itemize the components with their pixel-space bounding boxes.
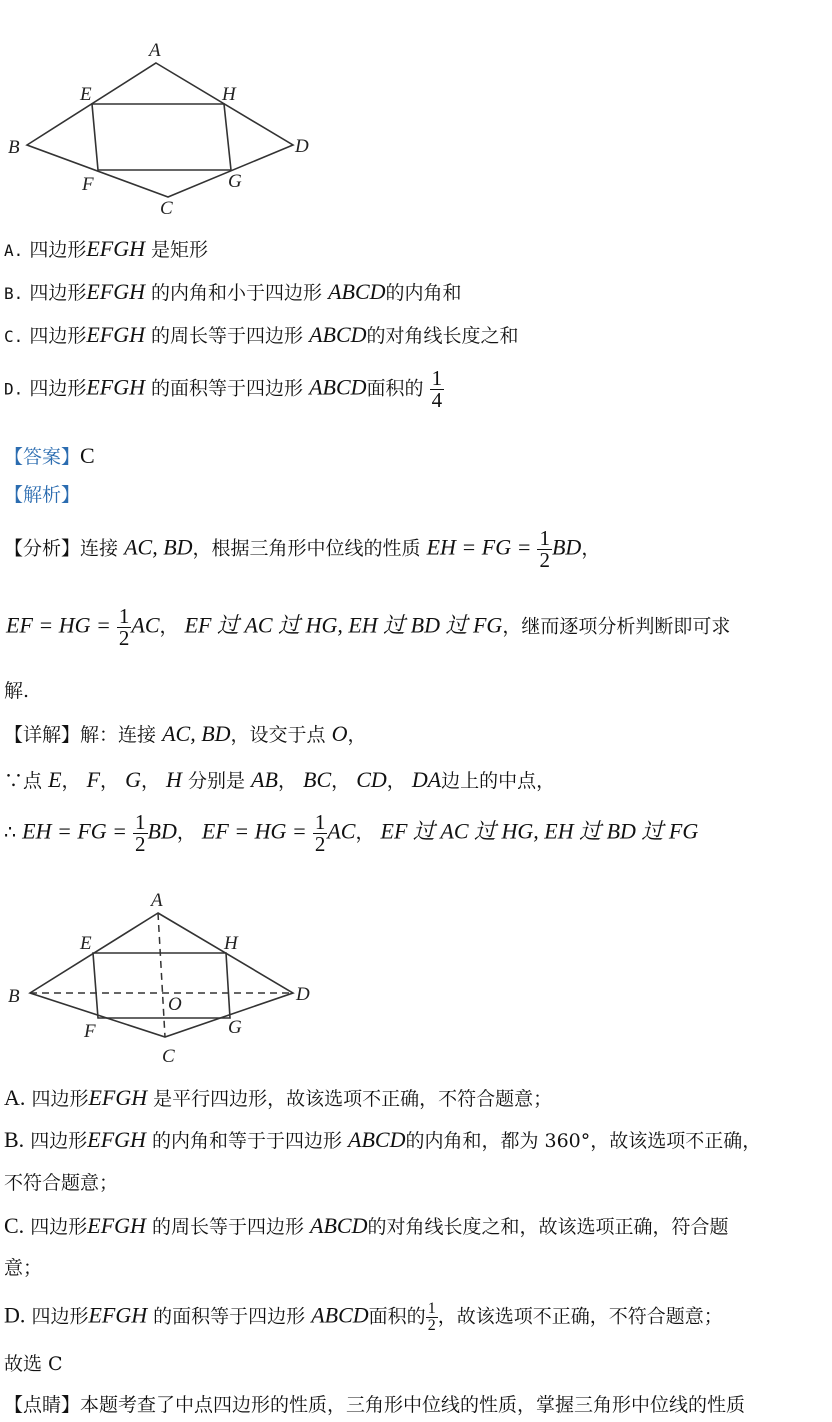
choice-c: C. 四边形EFGH 的周长等于四边形 ABCD的对角线长度之和 xyxy=(4,322,519,347)
label-a: A xyxy=(151,890,163,911)
solution-d: D. 四边形EFGH 的面积等于四边形 ABCD面积的 $\frac{1}{2}$ ，故该选项不正确，不符合题意； xyxy=(4,1300,723,1334)
label-d: D xyxy=(295,136,309,157)
fraction-one-quarter: $\frac{1}{4}$ xyxy=(431,366,443,412)
label-f: F xyxy=(84,1021,96,1042)
choice-b: B. 四边形EFGH 的内角和小于四边形 ABCD的内角和 xyxy=(4,279,462,304)
fenxi-line1: 【分析】连接 AC, BD，根据三角形中位线的性质 EH = FG = $\frac{1}{2}$ BD， xyxy=(4,526,601,572)
label-g: G xyxy=(228,1017,242,1038)
fenxi-line2: EF = HG = $\frac{1}{2}$ AC， EF 过 AC 过 HG, EH 过 BD 过 FG，继而逐项分析判断即可求 xyxy=(6,604,731,650)
label-d: D xyxy=(296,984,310,1005)
label-e: E xyxy=(80,933,92,954)
label-e: E xyxy=(80,84,92,105)
label-a: A xyxy=(149,40,161,61)
solution-c-cont: 意； xyxy=(4,1257,43,1279)
label-b: B xyxy=(8,986,20,1007)
label-g: G xyxy=(228,171,242,192)
fraction-half: $\frac{1}{2}$ xyxy=(135,810,146,856)
solution-c: C. 四边形EFGH 的周长等于四边形 ABCD的对角线长度之和，故该选项正确，符合题 xyxy=(4,1213,729,1238)
solution-b-cont: 不符合题意； xyxy=(4,1172,119,1194)
fenxi-line3: 解. xyxy=(4,680,30,702)
fraction-half: $\frac{1}{2}$ xyxy=(118,604,130,650)
xiangjie-line3: ∴ EH = FG = $\frac{1}{2}$ BD， EF = HG = $\frac{1}{2}$ AC， EF 过 AC 过 HG, EH 过 BD 过 FG xyxy=(4,810,699,856)
label-c: C xyxy=(160,198,173,219)
label-o: O xyxy=(168,994,182,1015)
solution-b: B. 四边形EFGH 的内角和等于于四边形 ABCD的内角和，都为 360°，故该选项不正确， xyxy=(4,1127,762,1152)
figure-quadrilateral-1 xyxy=(0,30,330,225)
label-h: H xyxy=(222,84,236,105)
label-c: C xyxy=(162,1046,175,1067)
xiangjie-line2: ∵点 E， F， G， H 分别是 AB， BC， CD， DA边上的中点， xyxy=(4,767,556,792)
fraction-half: $\frac{1}{2}$ xyxy=(314,810,326,856)
label-b: B xyxy=(8,137,20,158)
analysis-heading: 【解析】 xyxy=(4,484,81,506)
figure-quadrilateral-2 xyxy=(0,880,330,1070)
fraction-half: $\frac{1}{2}$ xyxy=(539,526,550,572)
dianjing-line: 【点睛】本题考查了中点四边形的性质，三角形中位线的性质，掌握三角形中位线的性质 xyxy=(4,1394,746,1416)
fraction-half: $\frac{1}{2}$ xyxy=(427,1300,436,1334)
answer-value: C xyxy=(80,443,95,468)
choice-d: D. 四边形EFGH 的面积等于四边形 ABCD面积的 $\frac{1}{4}$ xyxy=(4,366,443,412)
label-h: H xyxy=(224,933,238,954)
conclusion: 故选 C xyxy=(4,1353,63,1375)
answer-line xyxy=(4,443,95,469)
label-f: F xyxy=(82,174,94,195)
solution-a: A. 四边形EFGH 是平行四边形，故该选项不正确，不符合题意； xyxy=(4,1085,553,1110)
answer-label: 【答案】 xyxy=(4,446,81,468)
choice-a: A. 四边形EFGH 是矩形 xyxy=(4,236,209,261)
xiangjie-line1: 【详解】解：连接 AC, BD，设交于点 O， xyxy=(4,721,367,746)
